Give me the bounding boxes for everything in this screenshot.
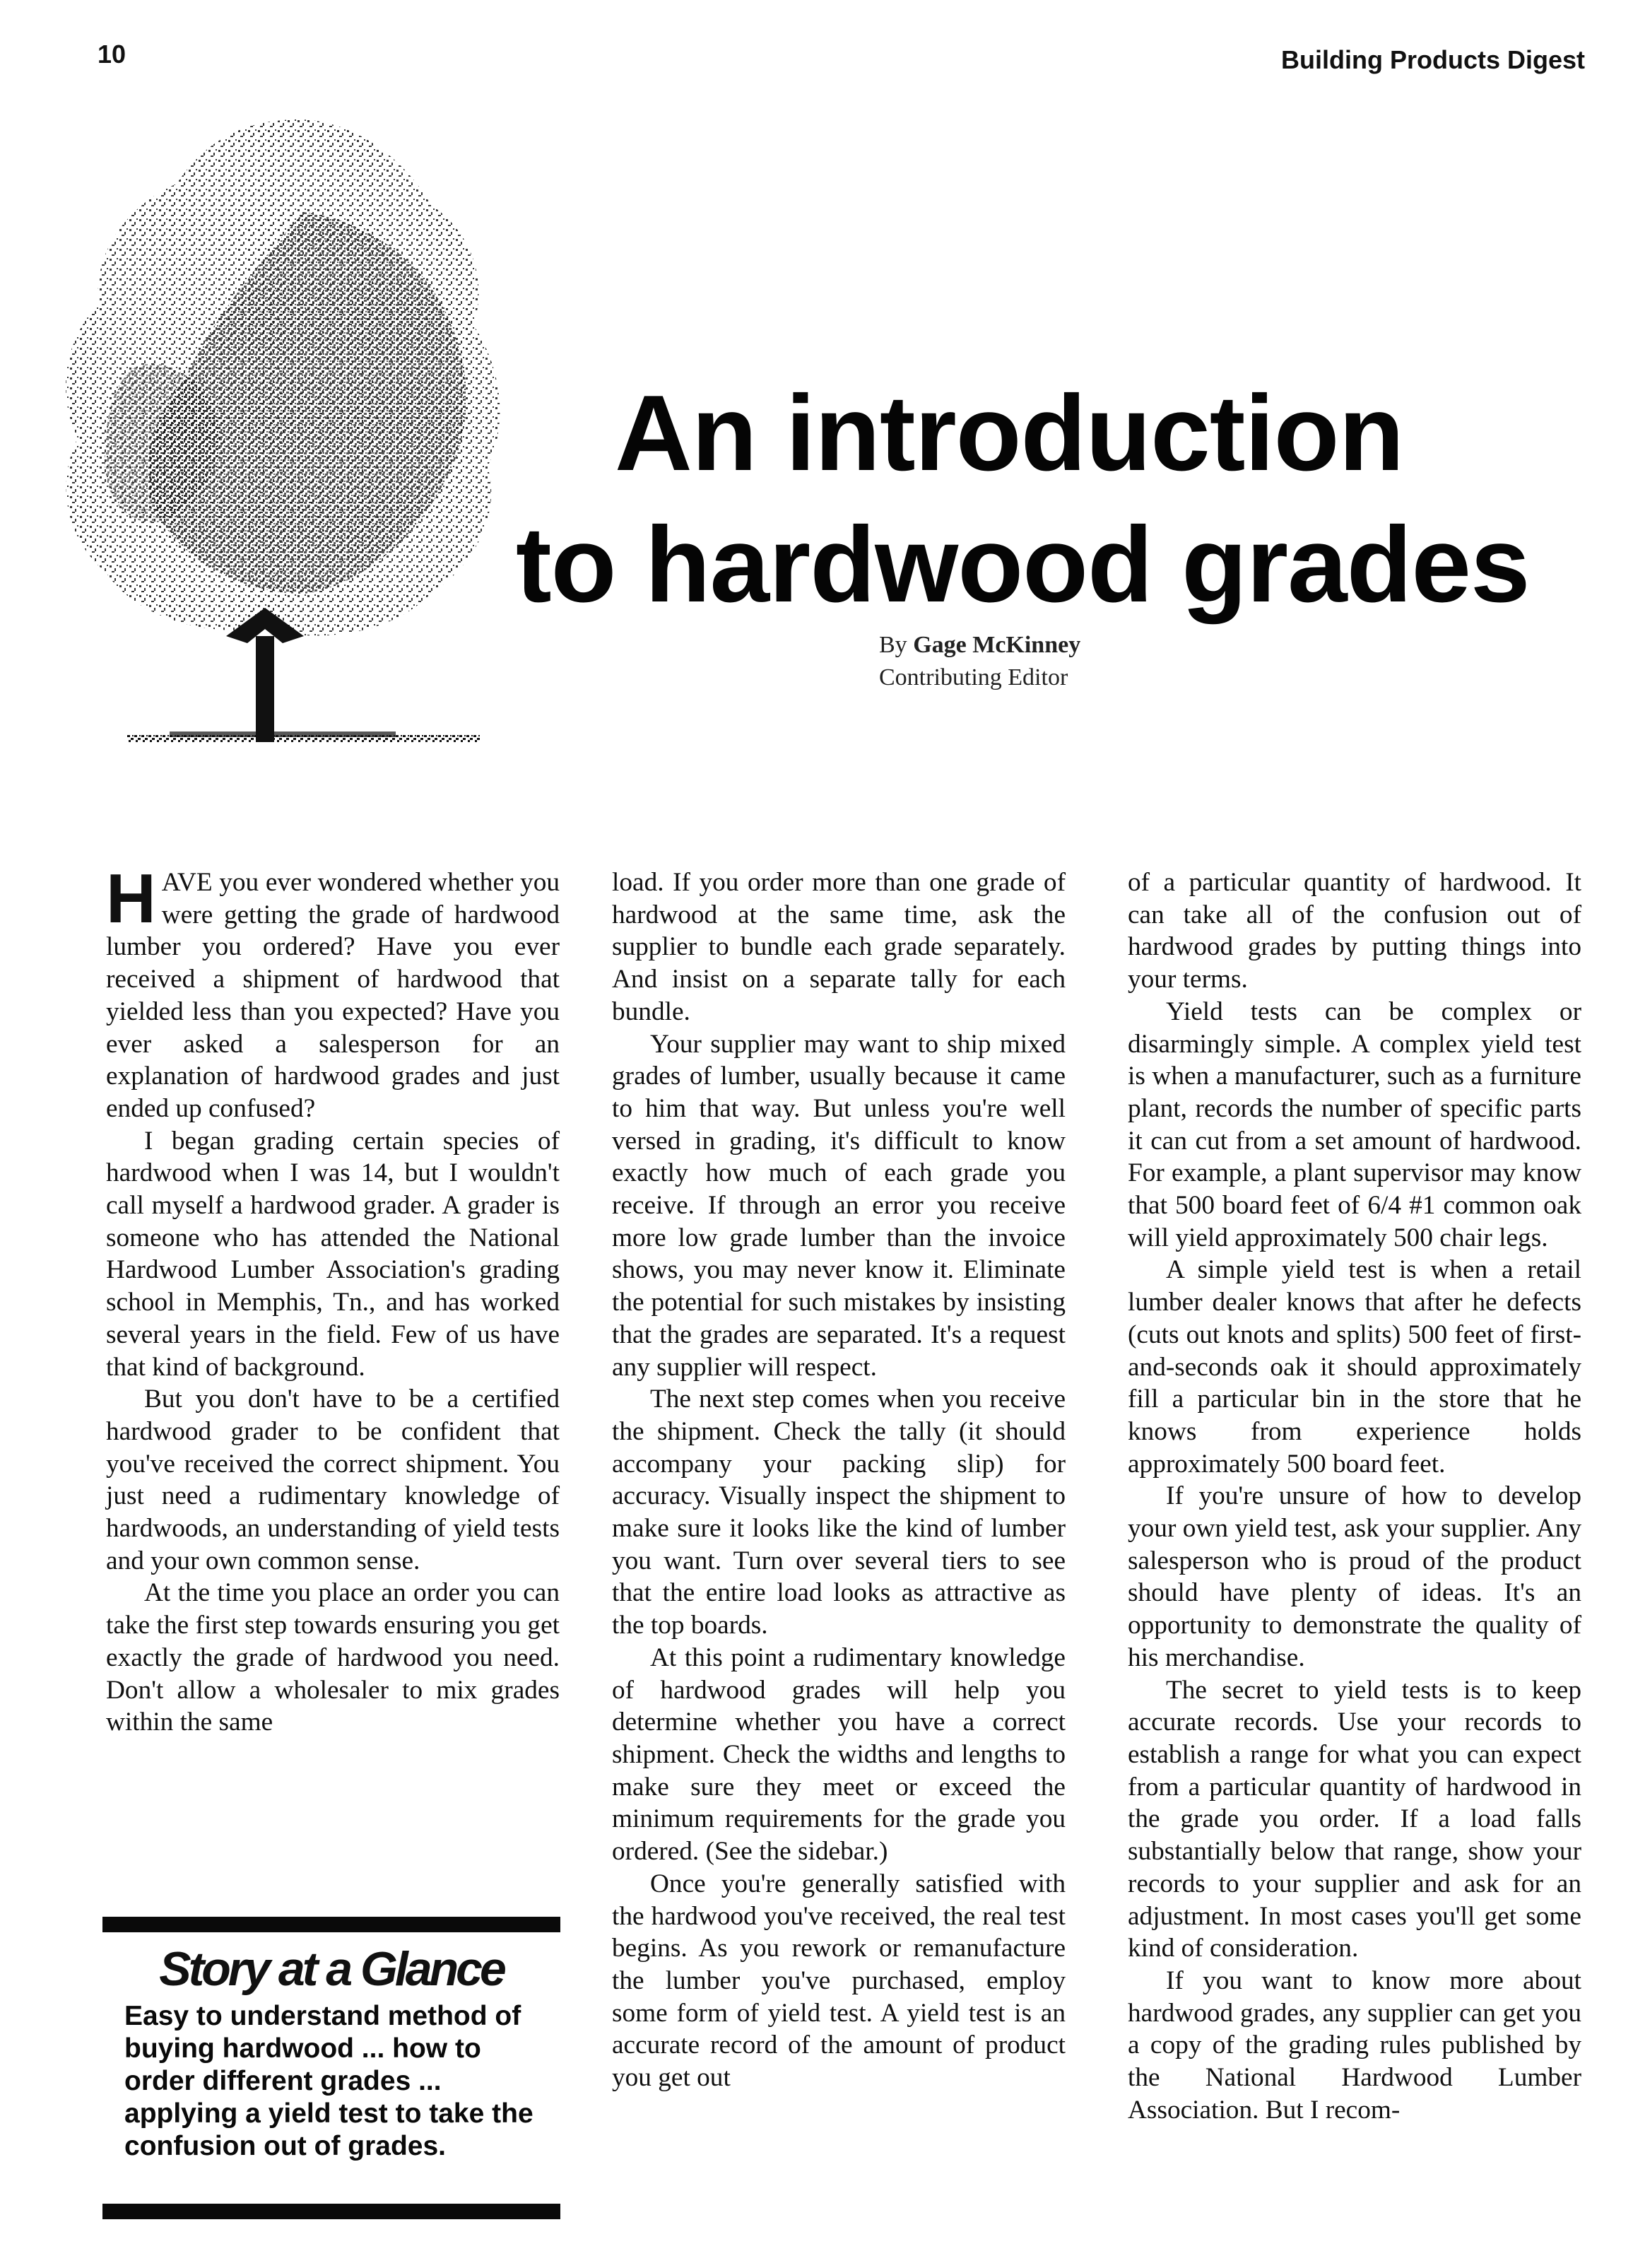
paragraph: But you don't have to be a certified hardwood grader to be confident that you've received the correct shipment. You just need a rudimentary knowledge of hardwoods, an understanding of yield tests and your own common sense. — [106, 1385, 560, 1575]
paragraph: of a particular quantity of hardwood. It can take all of the confusion out of hardwood grades by putting things into your terms. — [1128, 868, 1581, 994]
author-name: Gage McKinney — [913, 632, 1081, 658]
paragraph: If you're unsure of how to develop your own yield test, ask your supplier. Any salesperson who is proud of the product should have plenty of ideas. It's an opportunity to demonstrate the quality of his merchandise. — [1128, 1481, 1581, 1672]
paragraph: At the time you place an order you can take the first step towards ensuring you get exactly the grade of hardwood you need. Don't allow a wholesaler to mix grades within the same — [106, 1578, 560, 1737]
publication-name: Building Products Digest — [1280, 45, 1585, 74]
paragraph: Yield tests can be complex or disarmingly simple. A complex yield test is when a manufacturer, such as a furniture plant, records the number of specific parts it can cut from a set amount of hardwood. For example, a plant supervisor may know that 500 board feet of 6/4 #1 common oak will yield approximately 500 chair legs. — [1128, 997, 1581, 1252]
paragraph-text: AVE you ever wondered whether you were getting the grade of hardwood lumber you ordered? Have you ever received a shipment of hardwood that yielded less than you expected? Have you ever asked a salesperson for an explanation of hardwood grades and just ended up confused? — [106, 868, 560, 1123]
byline-prefix: By — [879, 632, 914, 658]
author-role: Contributing Editor — [879, 664, 1068, 691]
paragraph: If you want to know more about hardwood grades, any supplier can get you a copy of the grading rules published by the National Hardwood Lumber Association. But I recom- — [1128, 1966, 1581, 2125]
body-column-2 — [612, 866, 1066, 2094]
paragraph: load. If you order more than one grade of hardwood at the same time, ask the supplier to bundle each grade separately. And insist on a separate tally for each bundle. — [612, 868, 1066, 1026]
glance-top-rule — [102, 1917, 560, 1932]
glance-text: Easy to understand method of buying hardwood ... how to order different grades ... applying a yield test to take the confusion out of grades. — [124, 2001, 533, 2161]
paragraph: I began grading certain species of hardwood when I was 14, but I wouldn't call myself a hardwood grader. A grader is someone who has attended the National Hardwood Lumber Association's grading school in Memphis, Tn., and has worked several years in the field. Few of us have that kind of background. — [106, 1126, 560, 1382]
glance-bottom-rule — [102, 2204, 560, 2219]
tree-icon — [49, 99, 530, 763]
paragraph: A simple yield test is when a retail lumber dealer knows that after he defects (cuts out knots and splits) 500 feet of first-and-seconds oak it should approximately fill a particular bin in the store that he knows from experience holds approximately 500 board feet. — [1128, 1255, 1581, 1479]
paragraph: Your supplier may want to ship mixed grades of lumber, usually because it came to him that way. But unless you're well versed in grading, it's difficult to know exactly how much of each grade you receive. If through an error you receive more low grade lumber than the invoice shows, you may never know it. Eliminate the potential for such mistakes by insisting that the grades are separated. It's a request any supplier will respect. — [612, 1029, 1066, 1382]
article-title — [509, 368, 1611, 630]
byline — [879, 629, 1080, 694]
body-column-1 — [106, 859, 560, 1739]
drop-cap: H — [106, 859, 156, 937]
glance-title: Story at a Glance — [159, 1942, 504, 1996]
page-number: 10 — [98, 40, 126, 69]
paragraph — [106, 859, 560, 1125]
paragraph: Once you're generally satisfied with the hardwood you've received, the real test begins. As you rework or remanufacture the lumber you've purchased, employ some form of yield test. A yield test is an accurate record of the amount of product you get out — [612, 1869, 1066, 2093]
paragraph: At this point a rudimentary knowledge of hardwood grades will help you determine whether you have a correct shipment. Check the widths and lengths to make sure they meet or exceed the minimum requirements for the grade you ordered. (See the sidebar.) — [612, 1643, 1066, 1867]
paragraph: The secret to yield tests is to keep accurate records. Use your records to establish a range for what you can expect from a particular quantity of hardwood in the grade you order. If a load falls substantially below that range, show your records to your supplier and ask for an adjustment. In most cases you'll get some kind of consideration. — [1128, 1675, 1581, 1963]
body-column-3 — [1128, 866, 1581, 2126]
paragraph: The next step comes when you receive the shipment. Check the tally (it should accompany your packing slip) for accuracy. Visually inspect the shipment to make sure it looks like the kind of lumber you want. Turn over several tiers to see that the entire load looks as attractive as the top boards. — [612, 1385, 1066, 1640]
title-line-1: An introduction — [615, 373, 1404, 493]
title-line-2: to hardwood grades — [516, 505, 1530, 625]
